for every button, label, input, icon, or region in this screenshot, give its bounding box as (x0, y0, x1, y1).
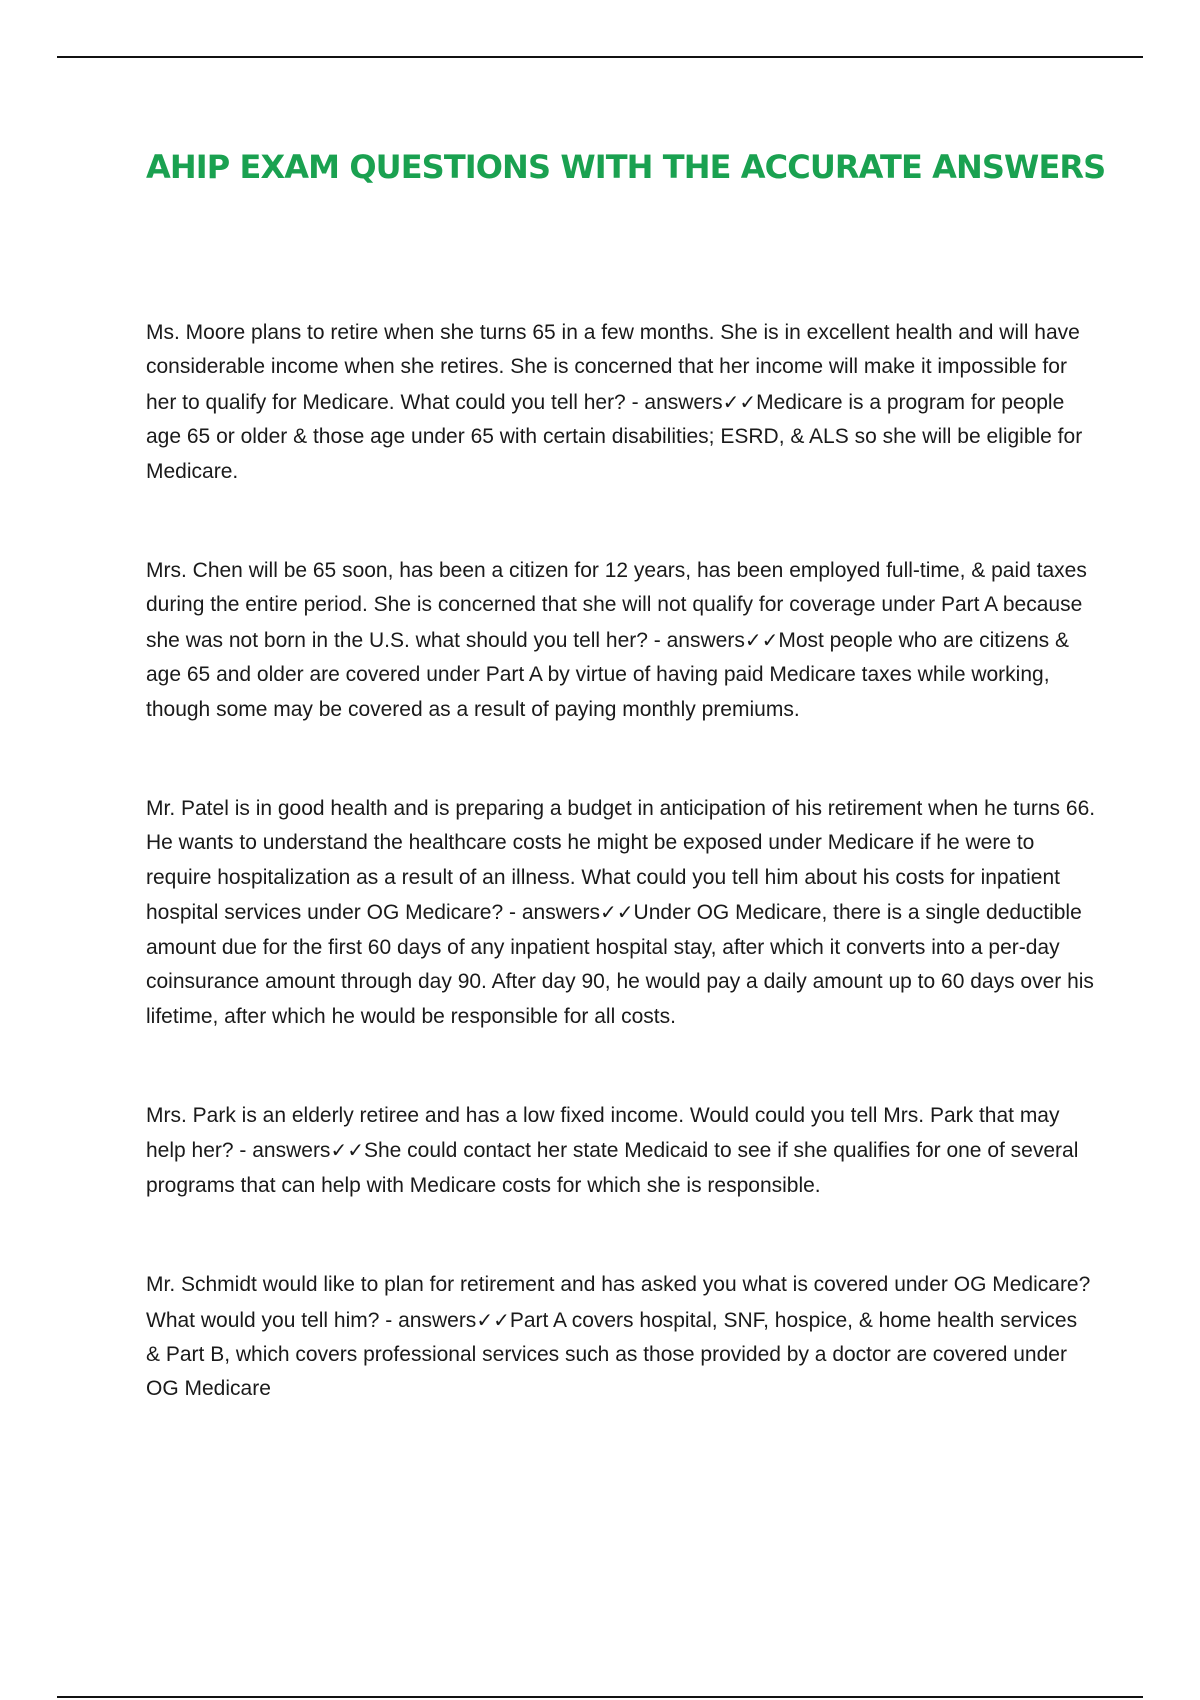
answer-text: Under OG Medicare, there is a single deductible amount due for the first 60 days of any inpatient hospital stay, after which it converts into a per-day coinsurance amount through day 90. After day 90, he would pay a daily amount up to 60 days over his lifetime, after which he would be responsible for all costs. (146, 901, 1094, 1028)
check-marks-icon: ✓✓ (330, 1138, 364, 1163)
bottom-rule (57, 1696, 1143, 1698)
question-text: Mrs. Park is an elderly retiree and has a low fixed income. Would could you tell Mrs. Park that may help her? (146, 1103, 1060, 1163)
answer-separator: - answers (625, 390, 723, 414)
answer-separator: - answers (647, 628, 745, 652)
qa-item-1 (146, 316, 1096, 489)
answer-text: Part A covers hospital, SNF, hospice, & home health services & Part B, which covers professional services such as those provided by a doctor are covered under OG Medicare (146, 1308, 1078, 1401)
question-text: Mr. Patel is in good health and is preparing a budget in anticipation of his retirement when he turns 66. He wants to understand the healthcare costs he might be exposed under Medicare if he were to require hospitalization as a result of an illness. What could you tell him about his costs for inpatient hospital services under OG Medicare? (146, 797, 1096, 925)
answer-text: Medicare is a program for people age 65 or older & those age under 65 with certain disabilities; ESRD, & ALS so she will be eligible for Medicare. (146, 390, 1083, 483)
qa-item-3 (146, 792, 1096, 1034)
answer-separator: - answers (233, 1139, 331, 1163)
answer-separator: - answers (379, 1308, 477, 1332)
answer-text: Most people who are citizens & age 65 and older are covered under Part A by virtue of having paid Medicare taxes while working, though some may be covered as a result of paying monthly premiums. (146, 628, 1069, 721)
qa-item-4 (146, 1099, 1096, 1203)
top-rule (57, 56, 1143, 58)
check-marks-icon: ✓✓ (722, 389, 757, 414)
document-title: AHIP EXAM QUESTIONS WITH THE ACCURATE ANSWERS (146, 148, 1106, 186)
check-marks-icon: ✓✓ (476, 1307, 510, 1332)
answer-text: She could contact her state Medicaid to see if she qualifies for one of several programs that can help with Medicare costs for which she is responsible. (146, 1139, 1079, 1197)
qa-item-2 (146, 554, 1096, 727)
answer-separator: - answers (503, 901, 601, 925)
question-text: Ms. Moore plans to retire when she turns 65 in a few months. She is in excellent health and will have considerable income when she retires. She is concerned that her income will make it impossible for her to qualify for Medicare. What could you tell her? (146, 321, 1080, 414)
question-text: Mr. Schmidt would like to plan for retirement and has asked you what is covered under OG Medicare? What would you tell him? (146, 1273, 1091, 1332)
qa-list (146, 316, 1096, 1407)
check-marks-icon: ✓✓ (744, 627, 779, 652)
check-marks-icon: ✓✓ (600, 900, 634, 925)
question-text: Mrs. Chen will be 65 soon, has been a citizen for 12 years, has been employed full-time, & paid taxes during the entire period. She is concerned that she will not qualify for coverage under Part A because she was not born in the U.S. what should you tell her? (146, 559, 1087, 652)
qa-item-5 (146, 1268, 1096, 1407)
